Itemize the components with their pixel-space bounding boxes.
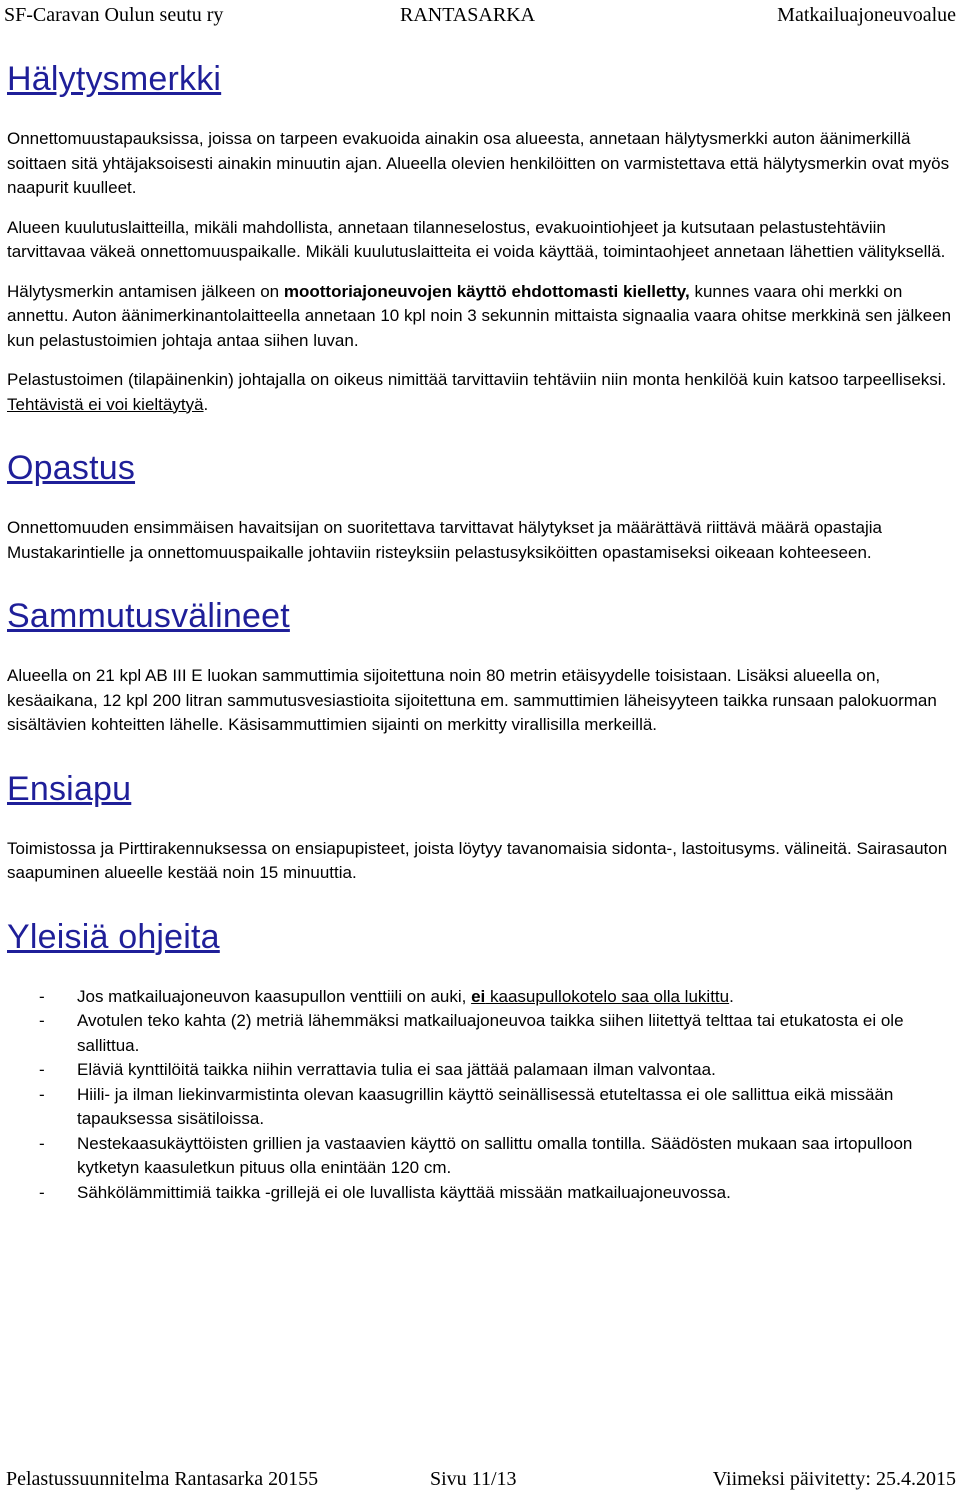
- paragraph: Alueella on 21 kpl AB III E luokan sammuttimia sijoitettuna noin 80 metrin etäisyydelle toisistaan. Lisäksi alueella on, kesäaikana, 12 kpl 200 litran sammutusvesiastioita sijoitettuna em. sammuttimien läheisyyteen taikka runsaan palokuorman sisältävien kohteitten lähelle. Käsisammuttimien sijainti on merkitty virallisilla merkeillä.: [7, 666, 937, 734]
- list-item: [7, 1058, 957, 1083]
- page-footer: [0, 1468, 960, 1494]
- dash-bullet: -: [39, 1182, 45, 1202]
- section-yleisia-ohjeita: [7, 917, 957, 1206]
- paragraph: Onnettomuuden ensimmäisen havaitsijan on suoritettava tarvittavat hälytykset ja määrättävä riittävä määrä opastajia Mustakarintielle ja onnettomuuspaikalle johtaviin risteyksiin pelastusyksiköitten opastamiseksi oikeaan kohteeseen.: [7, 518, 883, 562]
- paragraph: Onnettomuustapauksissa, joissa on tarpeen evakuoida ainakin osa alueesta, annetaan hälytysmerkki auton äänimerkillä soittaen sitä yhtäjaksoisesti ainakin minuutin ajan. Alueella olevien henkilöitten on varmistettava että hälytysmerkin ovat myös naapurit kuulleet.: [7, 129, 950, 197]
- heading-ensiapu: Ensiapu: [7, 769, 132, 808]
- text-run: Jos matkailuajoneuvon kaasupullon venttiili on auki,: [77, 986, 472, 1006]
- dash-bullet: -: [39, 1060, 45, 1079]
- header-organization: SF-Caravan Oulun seutu ry: [4, 4, 224, 26]
- page-header: [0, 4, 960, 30]
- list-item: [7, 1083, 957, 1132]
- text-run: .: [729, 986, 734, 1006]
- section-ensiapu: [7, 769, 957, 886]
- section-sammutusvalineet: [7, 599, 957, 738]
- footer-document-title: Pelastussuunnitelma Rantasarka 20155: [6, 1468, 319, 1490]
- dash-bullet: -: [39, 1011, 45, 1030]
- section-halytysmerkki: [7, 62, 957, 417]
- section-opastus: [7, 451, 957, 565]
- paragraph: Alueen kuulutuslaitteilla, mikäli mahdollista, annetaan tilanneselostus, evakuointiohjeet ja kutsutaan pelastustehtäviin tarvittavaa väkeä onnettomuuspaikalle. Mikäli kuulutuslaitteita ei voida käyttää, toimintaohjeet annetaan lähettien välityksellä.: [7, 217, 946, 261]
- bold-underlined-text: ei: [471, 986, 486, 1006]
- list-item: [7, 985, 957, 1010]
- list-item: [7, 1132, 957, 1181]
- guidelines-list: [7, 985, 957, 1206]
- text-run: Sähkölämmittimiä taikka -grillejä ei ole luvallista käyttää missään matkailuajoneuvossa.: [77, 1182, 731, 1202]
- bold-text: moottoriajoneuvojen käyttö ehdottomasti kielletty,: [283, 281, 690, 301]
- text-run: Nestekaasukäyttöisten grillien ja vastaavien käyttö on sallittu omalla tontilla. Säädösten mukaan saa irtopulloon kytketyn kaasuletkun pituus olla enintään 120 cm.: [77, 1133, 913, 1177]
- text-run: kunnes vaara ohi merkki on annettu. Auton äänimerkinantolaitteella annetaan 10 kpl noin 3 sekunnin mittaista signaalia vaara ohitse merkkinä sen jälkeen kun pelastustoimien johtaja antaa siihen luvan.: [7, 281, 952, 350]
- underlined-text: Tehtävistä ei voi kieltäytyä: [7, 394, 204, 414]
- text-run: Avotulen teko kahta (2) metriä lähemmäksi matkailuajoneuvoa taikka siihen liitettyä telttaa tai etukatosta ei ole sallittua.: [77, 1011, 904, 1055]
- header-location: RANTASARKA: [400, 4, 536, 26]
- heading-yleisia-ohjeita: Yleisiä ohjeita: [7, 917, 220, 956]
- header-area-type: Matkailuajoneuvoalue: [777, 4, 956, 26]
- text-run: Hiili- ja ilman liekinvarmistinta olevan kaasugrillin käyttö seinällisessä etuteltassa ei ole sallittua eikä missään tapauksessa sisätiloissa.: [77, 1084, 894, 1128]
- dash-bullet: -: [39, 1084, 45, 1104]
- text-run: Hälytysmerkin antamisen jälkeen on: [7, 281, 284, 301]
- paragraph: Toimistossa ja Pirttirakennuksessa on ensiapupisteet, joista löytyy tavanomaisia sidonta-, lastoitusyms. välineitä. Sairasauton saapuminen alueelle kestää noin 15 minuuttia.: [7, 838, 948, 882]
- text-run: .: [203, 394, 209, 414]
- dash-bullet: -: [39, 986, 45, 1006]
- document-body: [7, 62, 957, 1205]
- heading-sammutusvalineet: Sammutusvälineet: [7, 597, 290, 635]
- text-run: Eläviä kynttilöitä taikka niihin verrattavia tulia ei saa jättää palamaan ilman valvontaa.: [77, 1060, 716, 1079]
- underlined-text: kaasupullokotelo saa olla lukittu: [490, 986, 730, 1006]
- heading-halytysmerkki: Hälytysmerkki: [7, 60, 222, 98]
- heading-opastus: Opastus: [7, 449, 136, 487]
- list-item: [7, 1009, 957, 1058]
- list-item: [7, 1181, 957, 1206]
- footer-page-number: Sivu 11/13: [430, 1468, 517, 1490]
- dash-bullet: -: [39, 1133, 45, 1153]
- paragraph: [7, 280, 957, 354]
- text-run: Pelastustoimen (tilapäinenkin) johtajalla on oikeus nimittää tarvittaviin tehtäviin niin monta henkilöä kuin katsoo tarpeelliseksi.: [7, 370, 947, 389]
- paragraph: [7, 368, 957, 417]
- footer-last-updated: Viimeksi päivitetty: 25.4.2015: [712, 1468, 956, 1490]
